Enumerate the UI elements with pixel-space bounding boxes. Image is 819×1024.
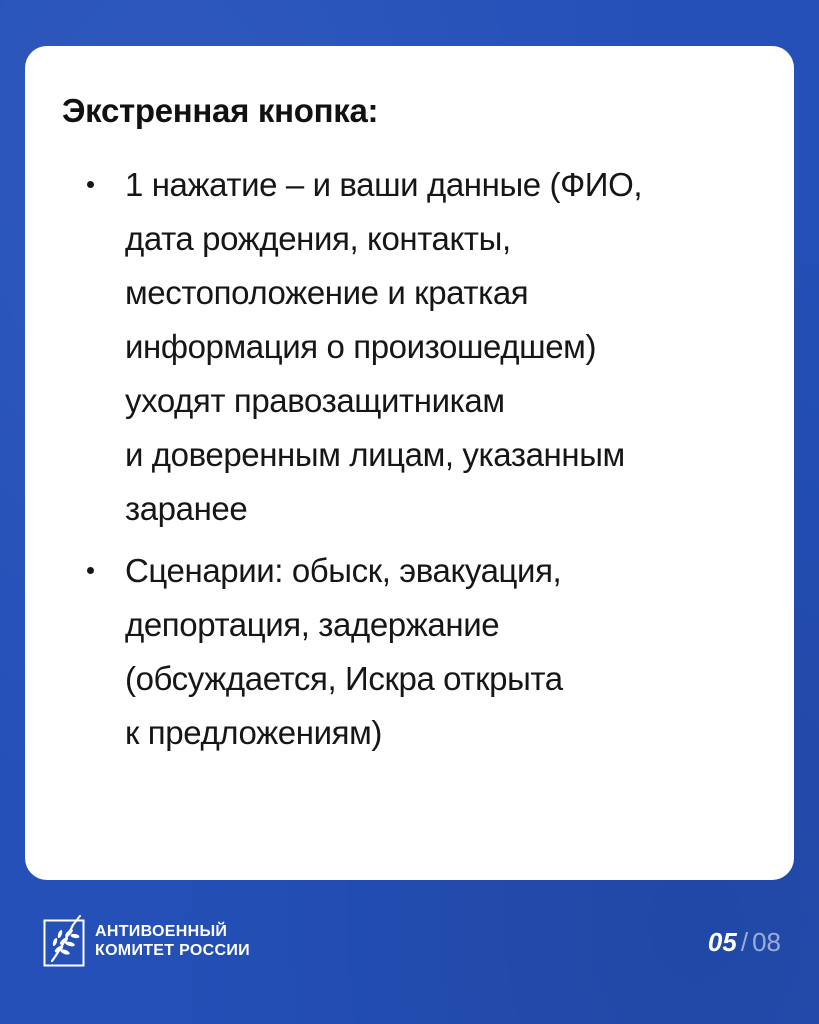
organization-name-line1: АНТИВОЕННЫЙ [95, 923, 228, 940]
bullet-line: к предложениям) [125, 714, 382, 751]
page-total: 08 [752, 927, 781, 957]
bullet-dot [87, 567, 94, 574]
bullet-line: депортация, задержание [125, 606, 500, 643]
wheat-branch-icon [43, 915, 85, 967]
bullet-list [85, 158, 765, 760]
bullet-line: информация о произошедшем) [125, 328, 597, 365]
bullet-line: Сценарии: обыск, эвакуация, [125, 552, 562, 589]
content-card [25, 46, 794, 880]
bullet-line: местоположение и краткая [125, 274, 529, 311]
page-current: 05 [707, 927, 737, 957]
bullet-line: и доверенным лицам, указанным [125, 436, 625, 473]
bullet-line: заранее [125, 490, 248, 527]
organization-name-line2: КОМИТЕТ РОССИИ [95, 942, 250, 959]
bullet-item [85, 158, 765, 536]
organization-name [95, 922, 250, 960]
bullet-item [85, 544, 765, 760]
organization-logo [43, 915, 250, 967]
bullet-line: уходят правозащитникам [125, 382, 505, 419]
card-title: Экстренная кнопка: [62, 92, 379, 129]
bullet-dot [87, 181, 94, 188]
bullet-line: 1 нажатие – и ваши данные (ФИО, [125, 166, 643, 203]
bullet-line: дата рождения, контакты, [125, 220, 511, 257]
page-separator: / [740, 927, 749, 957]
bullet-line: (обсуждается, Искра открыта [125, 660, 563, 697]
page-indicator [708, 927, 781, 958]
